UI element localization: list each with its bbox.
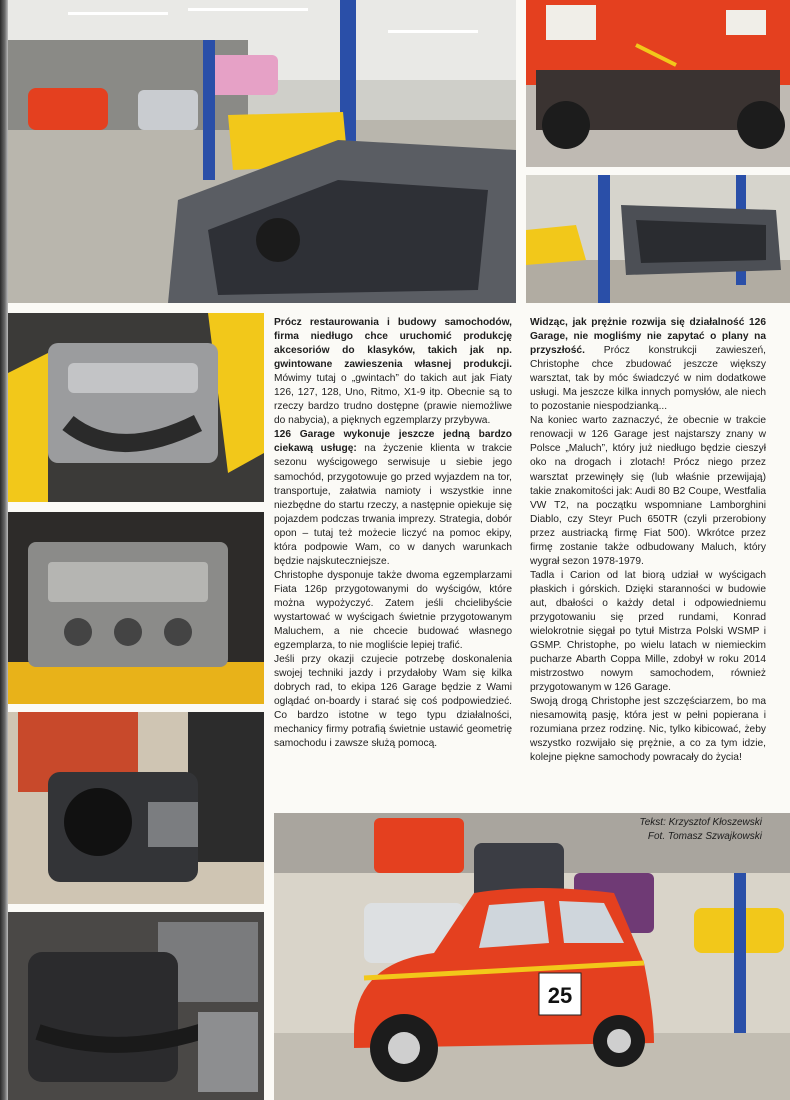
col1-paragraph-1 [274,316,512,428]
photo-red-car-underside [526,0,790,167]
photo-small-engine-tyres [8,712,264,904]
photo-engine-parts [8,912,264,1100]
text-credit: Tekst: Krzysztof Kłoszewski [639,817,762,828]
col1-p1-text: Mówimy tutaj o „gwintach” do takich aut jak Fiaty 126, 127, 128, Uno, Ritmo, X1-9 itp. Obecnie są to rzeczy bardzo trudno dostępne (prawie niemożliwe do nabycia), a pięknych egzemplarzy przybywa. [274,373,512,427]
photo-cylinder-heads [8,512,264,704]
car-race-number: 25 [547,983,573,1008]
col2-paragraph-2: Na koniec warto zaznaczyć, że obecnie w trakcie renowacji w 126 Garage jest najstarszy znany w Polsce „Maluch”, który już niedługo będzie cieszył oko na drogach i zlotach! Prócz niego przez warsztat przewinęły się (lub właśnie przewijają) takie znakomitości jak: Audi 80 B2 Coupe, Westfalia VW T2, na początku wspomniane Lamborghini Diablo, czy Steyr Puch 650TR (czyli przerobiony przez austriacką firmę Fiat 500). Wkrótce przez firmę zostanie także odbudowany Maluch, który wygrał sezon 1978-1979. [530,415,766,567]
article-credits [640,816,762,844]
page-spine-shadow [0,0,8,1100]
col1-p1-lead: Prócz restaurowania i budowy samochodów, firma niedługo chce uruchomić produkcję akcesoriów do klasyków, takich jak np. gwintowane zawieszenia własnej produkcji. [274,317,512,371]
photo-credit: Fot. Tomasz Szwajkowski [647,831,762,842]
col1-p2-text: na życzenie klienta w trakcie sezonu wyścigowego serwisuje u siebie jego samochód, przygotowuje go przed wyjazdem na tor, transportuje, załatwia namioty i wszystkie inne niezbędne do startu rzeczy, a następnie opiekuje się pojazdem podczas trwania imprezy. Strategia, dobór opon – tutaj też możecie liczyć na pomoc ekipy, która podpowie Wam, co w danych warunkach będzie najskuteczniejsze. [274,443,512,567]
photo-chassis-on-lift [526,175,790,303]
col1-paragraph-3: Christophe dysponuje także dwoma egzemplarzami Fiata 126p przygotowanymi do wyścigów, które można wypożyczyć. Zatem jeśli chcielibyście wystartować w wyścigach świetnie przygotowanym Maluchem, a nie chcecie budować własnego egzemplarza, to nie mogliście lepiej trafić. [274,569,512,652]
photo-engine-v12 [8,313,264,502]
col2-p1-lead: Widząc, jak prężnie rozwija się działalność 126 Garage, nie mogliśmy nie zapytać o plany na przyszłość. [530,317,766,357]
col2-paragraph-3: Tadla i Carion od lat biorą udział w wyścigach płaskich i górskich. Dzięki staranności w budowie aut, dbałości o każdy detal i odpowiedniemu przygotowaniu się przed rundami, Konrad wielokrotnie sięgał po tytuł Mistrza Polski WSMP i GSMP. Christophe, po wielu latach w niemieckim pucharze Abarth Coppa Mille, zdobył w roku 2014 mistrzostwo nowym samochodem, również przygotowanym w 126 Garage. [530,569,766,694]
photo-orange-fiat-500 [274,813,790,1100]
photo-garage-hall [8,0,516,303]
col1-paragraph-4: Jeśli przy okazji czujecie potrzebę doskonalenia swojej techniki jazdy i przydałoby Wam się kilka dobrych rad, to ekipa 126 Garage będzie z Wami oglądać on-boardy i starać się coś podpowiedzieć. Co bardzo istotne w tego typu działalności, mechanicy firmy potrafią świetnie ustawić geometrię samochodu i zawsze służą pomocą. [274,654,512,750]
col2-paragraph-1 [530,316,766,414]
col2-p1-text: Prócz konstrukcji zawieszeń, Christophe chce zbudować jeszcze większy warsztat, tak by móc świadczyć w nim dodatkowe usługi. Ma jeszcze kilka innych pomysłów, ale niech to pozostanie niespodzianką... [530,345,766,413]
col1-paragraph-2 [274,428,512,568]
col1-p2-lead: 126 Garage wykonuje jeszcze jedną bardzo ciekawą usługę: [274,429,512,455]
article-column-2 [530,316,766,766]
col2-paragraph-4: Swoją drogą Christophe jest szczęściarzem, bo ma niesamowitą pasję, która jest w pełni popierana i rozumiana przez rodzinę. Nic, tylko kibicować, żeby wszystko rozwijało się prężnie, a co za tym idzie, kolejne piękne samochody powracały do życia! [530,696,766,764]
article-column-1 [274,316,512,751]
